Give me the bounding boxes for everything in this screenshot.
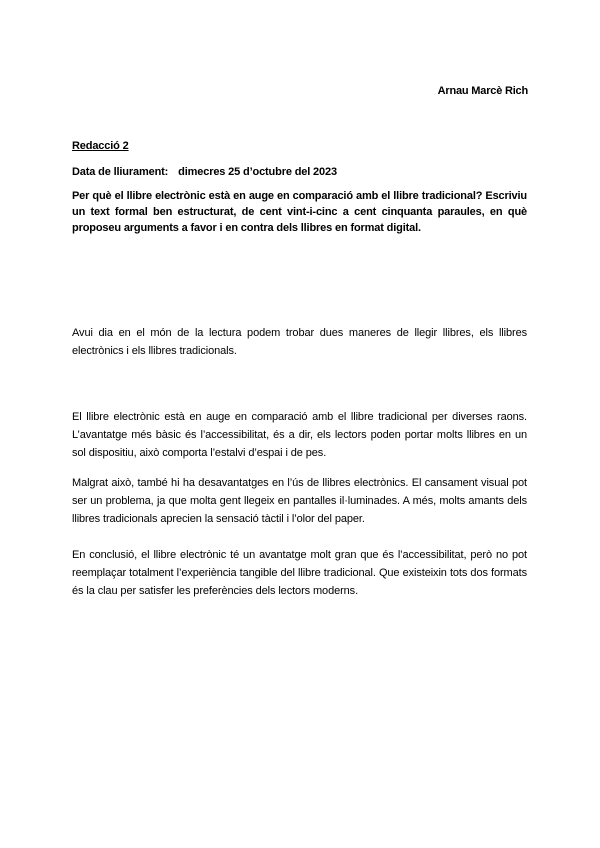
author-name: Arnau Marcè Rich [437, 85, 528, 97]
assignment-title: Redacció 2 [72, 140, 129, 152]
essay-paragraph-intro: Avui dia en el món de la lectura podem trobar dues maneres de llegir llibres, els llibres electrònics i els llibres tradicionals. [72, 327, 527, 357]
delivery-label: Data de lliurament: [72, 166, 169, 178]
essay-paragraph-advantages: El llibre electrònic està en auge en comparació amb el llibre tradicional per diverses raons. L’avantatge més bàsic és l’accessibilitat, és a dir, els lectors poden portar molts llibres en un sol dispositiu, això comporta l’estalvi d’espai i de pes. [72, 411, 527, 459]
assignment-prompt: Per què el llibre electrònic està en auge en comparació amb el llibre tradicional? Escriviu un text formal ben estructurat, de cent vint-i-cinc a cent cinquanta paraules, en què proposeu arguments a favor i en contra dels llibres en format digital. [72, 190, 527, 234]
delivery-line [72, 164, 527, 181]
delivery-date: dimecres 25 d’octubre del 2023 [178, 166, 337, 178]
essay-paragraph-disadvantages: Malgrat això, també hi ha desavantatges en l’ús de llibres electrònics. El cansament visual pot ser un problema, ja que molta gent llegeix en pantalles il·luminades. A més, molts amants dels llibres tradicionals aprecien la sensació tàctil i l’olor del paper. [72, 477, 527, 525]
essay-paragraph-conclusion: En conclusió, el llibre electrònic té un avantatge molt gran que és l’accessibilitat, però no pot reemplaçar totalment l’experiència tangible del llibre tradicional. Que existeixin tots dos formats és la clau per satisfer les preferències dels lectors moderns. [72, 549, 527, 597]
